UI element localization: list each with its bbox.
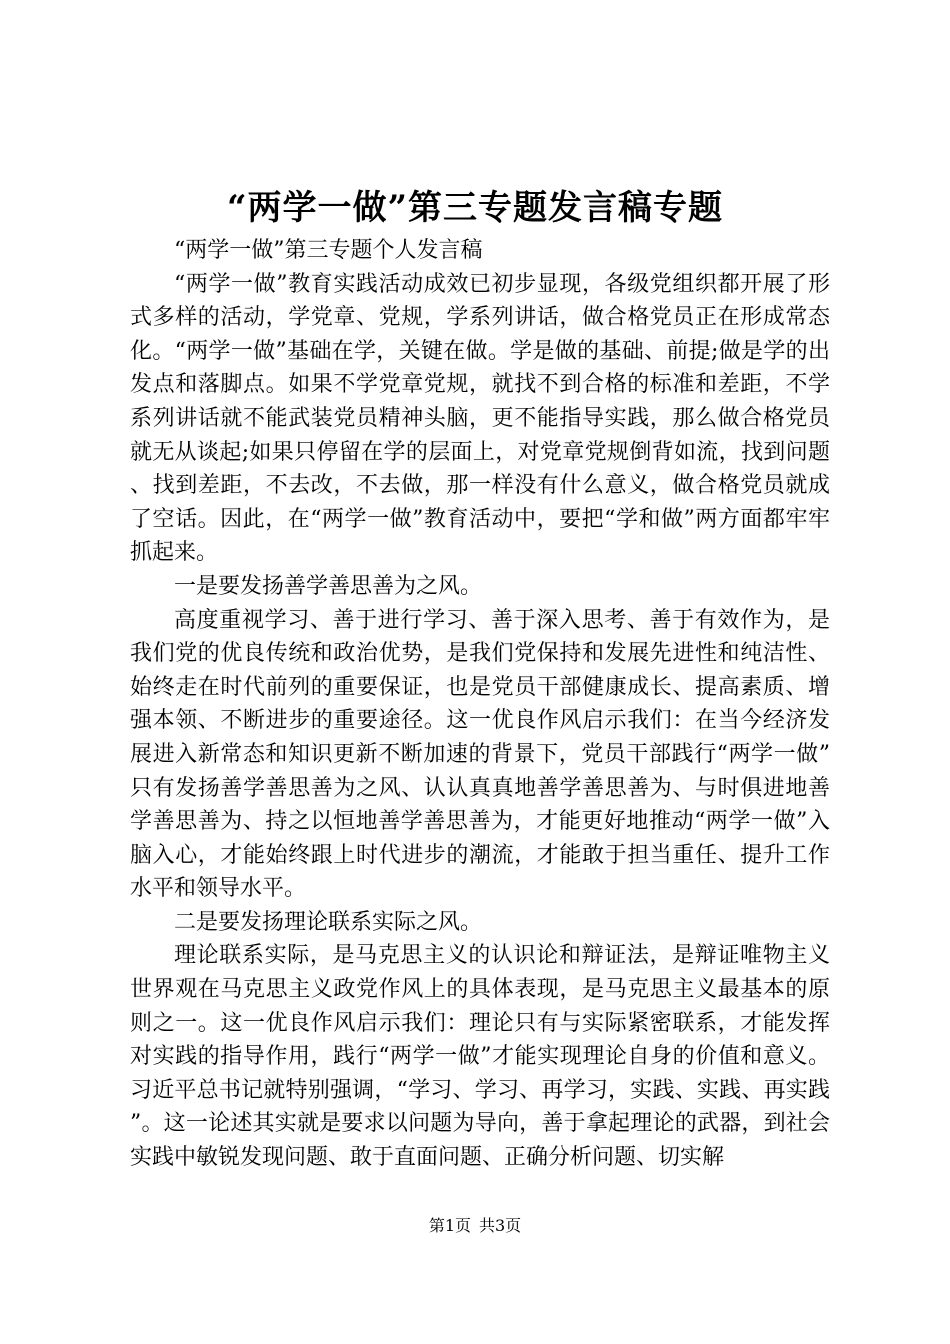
paragraph-body-two: 理论联系实际，是马克思主义的认识论和辩证法，是辩证唯物主义世界观在马克思主义政党作风上的具体表现，是马克思主义最基本的原则之一。这一优良作风启示我们：理论只有与实际紧密联系，才能发挥对实践的指导作用，践行“两学一做”才能实现理论自身的价值和意义。习近平总书记就特别强调，“学习、学习、再学习，实践、实践、再实践”。这一论述其实就是要求以问题为导向，善于拿起理论的武器，到社会实践中敏锐发现问题、敢于直面问题、正确分析问题、切实解 <box>130 943 830 1171</box>
document-body <box>130 234 830 1175</box>
paragraph-heading-one: 一是要发扬善学善思善为之风。 <box>174 573 483 599</box>
document-title: “两学一做”第三专题发言稿专题 <box>226 188 724 228</box>
page-footer <box>0 1214 950 1238</box>
paragraph-body-one: 高度重视学习、善于进行学习、善于深入思考、善于有效作为，是我们党的优良传统和政治优势，是我们党保持和发展先进性和纯洁性、始终走在时代前列的重要保证，也是党员干部健康成长、提高素质、增强本领、不断进步的重要途径。这一优良作风启示我们：在当今经济发展进入新常态和知识更新不断加速的背景下，党员干部践行“两学一做”只有发扬善学善思善为之风、认认真真地善学善思善为、与时俱进地善学善思善为、持之以恒地善学善思善为，才能更好地推动“两学一做”入脑入心，才能始终跟上时代进步的潮流，才能敢于担当重任、提升工作水平和领导水平。 <box>130 607 830 902</box>
page-number-current: 第1页 <box>428 1216 471 1235</box>
paragraph-subtitle: “两学一做”第三专题个人发言稿 <box>174 238 483 263</box>
page-number-total: 共3页 <box>479 1216 522 1235</box>
paragraph-intro: “两学一做”教育实践活动成效已初步显现，各级党组织都开展了形式多样的活动，学党章、党规，学系列讲话，做合格党员正在形成常态化。“两学一做”基础在学，关键在做。学是做的基础、前提;做是学的出发点和落脚点。如果不学党章党规，就找不到合格的标准和差距，不学系列讲话就不能武装党员精神头脑，更不能指导实践，那么做合格党员就无从谈起;如果只停留在学的层面上，对党章党规倒背如流，找到问题、找到差距，不去改，不去做，那一样没有什么意义，做合格党员就成了空话。因此，在“两学一做”教育活动中，要把“学和做”两方面都牢牢抓起来。 <box>130 271 830 566</box>
paragraph-heading-two: 二是要发扬理论联系实际之风。 <box>174 909 483 935</box>
